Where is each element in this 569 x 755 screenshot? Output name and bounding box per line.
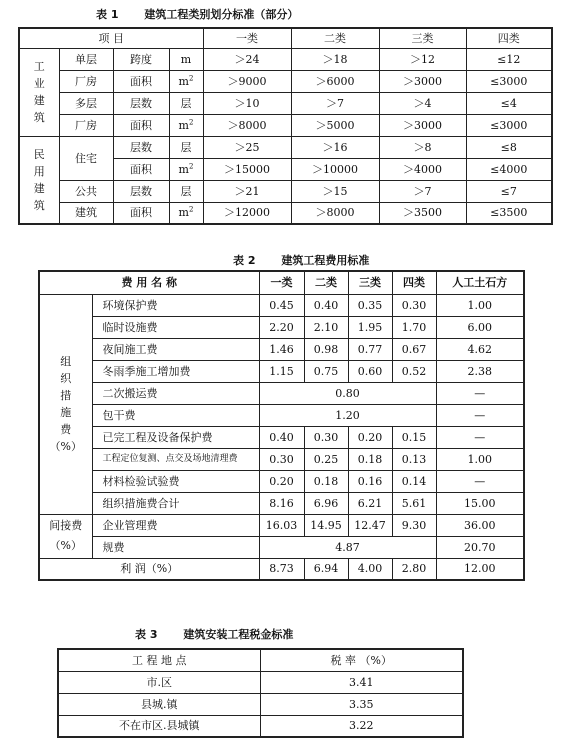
table-row [58, 715, 463, 737]
indicator: 面积 [113, 114, 169, 136]
class-1-value: 2.20 [259, 316, 304, 338]
class-1-value: ＞9000 [203, 70, 291, 92]
table1-caption-title: 建筑工程类别划分标准（部分） [144, 8, 299, 21]
merged-class-value: 0.80 [259, 382, 436, 404]
table-row [39, 448, 524, 470]
class-4-value: ≤3500 [466, 202, 552, 224]
earthwork-value: 2.38 [436, 360, 524, 382]
table1-caption-number: 表 1 [96, 8, 119, 21]
table-row [39, 470, 524, 492]
header-class-1: 一类 [259, 271, 304, 294]
header-class-3: 三类 [348, 271, 392, 294]
cost-name: 夜间施工费 [92, 338, 259, 360]
indicator: 层数 [113, 136, 169, 158]
indicator: 跨度 [113, 48, 169, 70]
table-row [19, 70, 552, 92]
class-3-value: ＞4000 [379, 158, 466, 180]
table1-header-row [19, 28, 552, 48]
class-4-value: 0.67 [392, 338, 436, 360]
cost-name: 材料检验试验费 [92, 470, 259, 492]
class-2-value: ＞16 [291, 136, 379, 158]
class-2-value: 6.96 [304, 492, 348, 514]
table2-caption [233, 252, 369, 268]
table3-header-row [58, 649, 463, 671]
earthwork-value: 4.62 [436, 338, 524, 360]
class-3-value: 0.77 [348, 338, 392, 360]
subcategory: 单层 [59, 48, 113, 70]
class-4-value: ≤12 [466, 48, 552, 70]
class-3-value: ＞7 [379, 180, 466, 202]
class-1-value: 0.20 [259, 470, 304, 492]
subcategory: 建筑 [59, 202, 113, 224]
class-2-value: 0.30 [304, 426, 348, 448]
header-class-2: 二类 [291, 28, 379, 48]
class-1-value: ＞21 [203, 180, 291, 202]
indicator: 面积 [113, 158, 169, 180]
class-1-value: 0.30 [259, 448, 304, 470]
class-2-value: 6.94 [304, 558, 348, 580]
class-1-value: 0.45 [259, 294, 304, 316]
subcategory: 厂房 [59, 114, 113, 136]
tax-rate: 3.22 [260, 715, 463, 737]
class-1-value: 0.40 [259, 426, 304, 448]
header-class-2: 二类 [304, 271, 348, 294]
header-tax-rate: 税 率 （%） [260, 649, 463, 671]
header-project-location: 工 程 地 点 [58, 649, 260, 671]
table-row [39, 294, 524, 316]
table-row [39, 338, 524, 360]
unit: 层 [169, 180, 203, 202]
table2-header-row [39, 271, 524, 294]
table-row [39, 426, 524, 448]
class-3-value: 4.00 [348, 558, 392, 580]
class-2-value: ＞5000 [291, 114, 379, 136]
cost-name: 工程定位复测、点交及场地清理费 [92, 448, 259, 470]
table-row [39, 536, 524, 558]
indicator: 面积 [113, 70, 169, 92]
table-row [19, 48, 552, 70]
unit: $m^2$ [169, 114, 203, 136]
indicator: 层数 [113, 92, 169, 114]
group-indirect-cost-label: 间接费 [49, 519, 83, 532]
table2-caption-number: 表 2 [233, 254, 256, 267]
earthwork-value: — [436, 426, 524, 448]
header-class-1: 一类 [203, 28, 291, 48]
class-4-value: 0.15 [392, 426, 436, 448]
class-1-value: ＞15000 [203, 158, 291, 180]
table-row [19, 92, 552, 114]
class-3-value: 0.35 [348, 294, 392, 316]
table1-caption [96, 6, 298, 22]
cost-name: 二次搬运费 [92, 382, 259, 404]
subcategory-residential: 住宅 [59, 136, 113, 180]
earthwork-value: 1.00 [436, 294, 524, 316]
header-item: 项 目 [19, 28, 203, 48]
class-1-value: 1.15 [259, 360, 304, 382]
class-3-value: ＞8 [379, 136, 466, 158]
table-row [19, 136, 552, 158]
unit: 层 [169, 136, 203, 158]
cost-name: 已完工程及设备保护费 [92, 426, 259, 448]
table2-caption-title: 建筑工程费用标准 [281, 254, 370, 267]
class-2-value: 0.98 [304, 338, 348, 360]
class-4-value: ≤4 [466, 92, 552, 114]
table-row [19, 180, 552, 202]
class-1-value: 8.73 [259, 558, 304, 580]
table-row [39, 382, 524, 404]
class-2-value: ＞15 [291, 180, 379, 202]
class-2-value: 0.18 [304, 470, 348, 492]
class-4-value: 0.52 [392, 360, 436, 382]
table-row [39, 558, 524, 580]
class-4-value: ≤3000 [466, 114, 552, 136]
cost-name: 冬雨季施工增加费 [92, 360, 259, 382]
table-row [39, 404, 524, 426]
class-2-value: ＞18 [291, 48, 379, 70]
class-3-value: 1.95 [348, 316, 392, 338]
class-4-value: 1.70 [392, 316, 436, 338]
earthwork-value: 6.00 [436, 316, 524, 338]
table3-caption [135, 626, 293, 642]
class-4-value: 5.61 [392, 492, 436, 514]
table-row [58, 671, 463, 693]
earthwork-value: — [436, 470, 524, 492]
group-organizational-measures: 组 织 措 施 费 （%） [39, 294, 92, 514]
indicator: 面积 [113, 202, 169, 224]
table1-building-category [18, 27, 553, 225]
class-2-value: 2.10 [304, 316, 348, 338]
table3-tax-standard [57, 648, 464, 738]
class-1-value: ＞12000 [203, 202, 291, 224]
class-4-value: ≤4000 [466, 158, 552, 180]
location: 县城.镇 [58, 693, 260, 715]
header-class-3: 三类 [379, 28, 466, 48]
group-indirect-cost [39, 514, 92, 558]
merged-class-value: 1.20 [259, 404, 436, 426]
class-4-value: 0.30 [392, 294, 436, 316]
unit: 层 [169, 92, 203, 114]
class-3-value: 0.20 [348, 426, 392, 448]
earthwork-value: 20.70 [436, 536, 524, 558]
cost-name: 环境保护费 [92, 294, 259, 316]
tax-rate: 3.35 [260, 693, 463, 715]
table-row [19, 202, 552, 224]
cost-name: 规费 [92, 536, 259, 558]
cost-name: 组织措施费合计 [92, 492, 259, 514]
class-2-value: ＞7 [291, 92, 379, 114]
class-1-value: ＞10 [203, 92, 291, 114]
header-class-4: 四类 [466, 28, 552, 48]
table-row [39, 514, 524, 536]
class-1-value: 16.03 [259, 514, 304, 536]
table-row [39, 492, 524, 514]
table-row [19, 114, 552, 136]
location: 不在市区.县城镇 [58, 715, 260, 737]
tax-rate: 3.41 [260, 671, 463, 693]
earthwork-value: — [436, 404, 524, 426]
subcategory: 多层 [59, 92, 113, 114]
unit: m [169, 48, 203, 70]
group-indirect-cost-unit: （%） [49, 539, 82, 552]
table-row [58, 693, 463, 715]
header-manual-earthwork: 人工土石方 [436, 271, 524, 294]
class-4-value: 9.30 [392, 514, 436, 536]
group-civil-building: 民 用 建 筑 [19, 136, 59, 224]
class-2-value: ＞10000 [291, 158, 379, 180]
class-3-value: 12.47 [348, 514, 392, 536]
class-3-value: 0.16 [348, 470, 392, 492]
earthwork-value: 1.00 [436, 448, 524, 470]
class-4-value: 2.80 [392, 558, 436, 580]
class-2-value: ＞6000 [291, 70, 379, 92]
class-3-value: ＞3000 [379, 70, 466, 92]
table3-caption-number: 表 3 [135, 628, 158, 641]
class-4-value: 0.14 [392, 470, 436, 492]
profit-label: 利 润（%） [39, 558, 259, 580]
class-4-value: 0.13 [392, 448, 436, 470]
class-1-value: 1.46 [259, 338, 304, 360]
cost-name: 临时设施费 [92, 316, 259, 338]
table3-caption-title: 建筑安装工程税金标准 [183, 628, 294, 641]
class-1-value: ＞8000 [203, 114, 291, 136]
class-2-value: 0.40 [304, 294, 348, 316]
subcategory: 厂房 [59, 70, 113, 92]
table2-cost-standard [38, 270, 525, 581]
class-3-value: 6.21 [348, 492, 392, 514]
earthwork-value: 12.00 [436, 558, 524, 580]
earthwork-value: — [436, 382, 524, 404]
cost-name: 企业管理费 [92, 514, 259, 536]
class-1-value: ＞24 [203, 48, 291, 70]
subcategory: 公共 [59, 180, 113, 202]
class-2-value: 14.95 [304, 514, 348, 536]
earthwork-value: 36.00 [436, 514, 524, 536]
class-4-value: ≤7 [466, 180, 552, 202]
table-row [39, 360, 524, 382]
merged-class-value: 4.87 [259, 536, 436, 558]
earthwork-value: 15.00 [436, 492, 524, 514]
location: 市.区 [58, 671, 260, 693]
class-1-value: 8.16 [259, 492, 304, 514]
unit: $m^2$ [169, 70, 203, 92]
class-2-value: 0.75 [304, 360, 348, 382]
header-class-4: 四类 [392, 271, 436, 294]
class-3-value: 0.60 [348, 360, 392, 382]
table-row [39, 316, 524, 338]
indicator: 层数 [113, 180, 169, 202]
class-3-value: ＞3000 [379, 114, 466, 136]
class-3-value: ＞12 [379, 48, 466, 70]
class-3-value: ＞4 [379, 92, 466, 114]
class-2-value: 0.25 [304, 448, 348, 470]
cost-name: 包干费 [92, 404, 259, 426]
group-industrial-building: 工 业 建 筑 [19, 48, 59, 136]
class-3-value: ＞3500 [379, 202, 466, 224]
header-cost-name: 费 用 名 称 [39, 271, 259, 294]
class-2-value: ＞8000 [291, 202, 379, 224]
unit: $m^2$ [169, 158, 203, 180]
class-4-value: ≤3000 [466, 70, 552, 92]
unit: $m^2$ [169, 202, 203, 224]
class-3-value: 0.18 [348, 448, 392, 470]
class-1-value: ＞25 [203, 136, 291, 158]
class-4-value: ≤8 [466, 136, 552, 158]
